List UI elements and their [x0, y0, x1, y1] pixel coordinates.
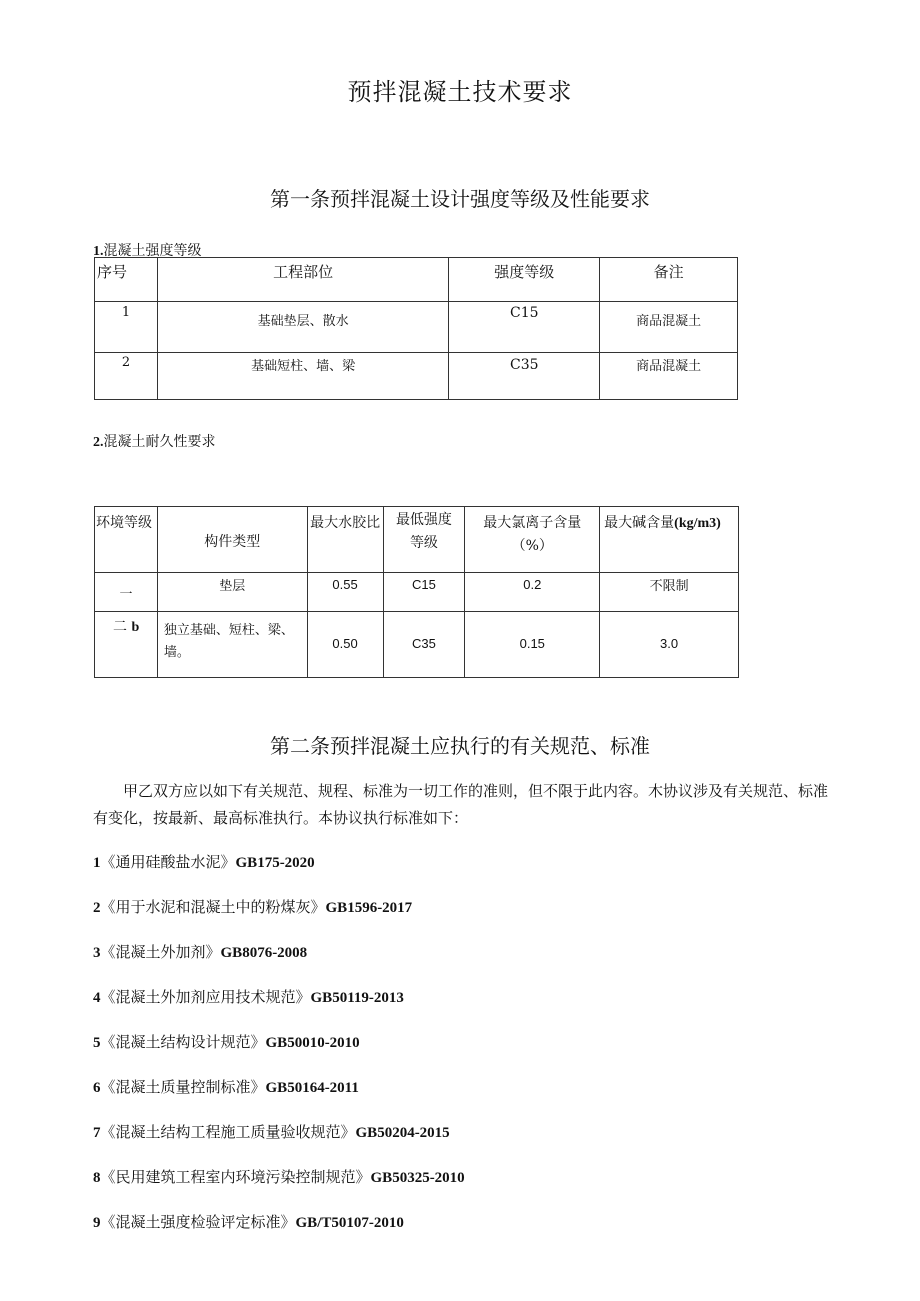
section1-number: 1. — [93, 244, 104, 259]
standard-name: 《混凝土外加剂》 — [100, 943, 221, 961]
cell-grade: C15 — [449, 302, 600, 353]
standard-item — [93, 986, 404, 1007]
cell-wb-ratio: 0.55 — [307, 573, 383, 612]
standard-name: 《混凝土强度检验评定标准》 — [100, 1213, 296, 1231]
header-max-chloride: 最大氯离子含量（%） — [465, 507, 600, 573]
header-min-grade: 最低强度等级 — [383, 507, 465, 573]
standard-number: 9 — [93, 1215, 101, 1231]
standard-item — [93, 1121, 450, 1142]
section2-heading — [93, 431, 216, 451]
standard-name: 《通用硅酸盐水泥》 — [100, 853, 236, 871]
cell-env-level-sub: b — [131, 620, 140, 635]
standard-number: 3 — [93, 945, 101, 961]
standard-code: GB50119-2013 — [310, 990, 404, 1006]
standard-code: GB50204-2015 — [355, 1125, 450, 1141]
standard-code: GB1596-2017 — [325, 900, 413, 916]
header-remark: 备注 — [600, 258, 738, 302]
standard-code: GB175-2020 — [235, 855, 315, 871]
document-title: 预拌混凝土技术要求 — [347, 78, 573, 106]
section2-number: 2. — [93, 435, 104, 450]
cell-member-type: 独立基础、短柱、梁、墙。 — [157, 612, 307, 678]
cell-grade: C15 — [383, 573, 465, 612]
standard-code: GB50325-2010 — [370, 1170, 465, 1186]
cell-env-level — [95, 612, 158, 678]
article2-heading: 第二条预拌混凝土应执行的有关规范、标准 — [270, 734, 650, 758]
cell-chloride: 0.2 — [465, 573, 600, 612]
header-member-type: 构件类型 — [157, 507, 307, 573]
cell-env-level: 一 — [95, 573, 158, 612]
standard-item — [93, 1076, 359, 1097]
cell-alkali: 不限制 — [600, 573, 739, 612]
table-row — [95, 302, 738, 353]
header-seq: 序号 — [95, 258, 158, 302]
standard-code: GB50164-2011 — [265, 1080, 359, 1096]
header-max-alkali — [600, 507, 739, 573]
cell-location: 基础短柱、墙、梁 — [157, 353, 449, 400]
standard-number: 8 — [93, 1170, 101, 1186]
cell-env-level-main: 二 — [113, 619, 127, 635]
table-row — [95, 573, 739, 612]
cell-seq: 1 — [95, 302, 158, 353]
standard-name: 《混凝土质量控制标准》 — [100, 1078, 266, 1096]
cell-location: 基础垫层、散水 — [157, 302, 449, 353]
cell-grade: C35 — [383, 612, 465, 678]
header-max-alkali-label: 最大碱含量 — [604, 515, 675, 531]
cell-chloride: 0.15 — [465, 612, 600, 678]
intro-paragraph: 甲乙双方应以如下有关规范、规程、标准为一切工作的准则，但不限于此内容。木协议涉及有关规范、标准有变化，按最新、最高标准执行。本协议执行标准如下： — [93, 782, 829, 827]
standard-item — [93, 1031, 360, 1052]
standard-item — [93, 896, 412, 917]
standard-code: GB8076-2008 — [220, 945, 308, 961]
header-location: 工程部位 — [157, 258, 449, 302]
standard-number: 7 — [93, 1125, 101, 1141]
standard-name: 《民用建筑工程室内环境污染控制规范》 — [100, 1168, 371, 1186]
cell-remark: 商品混凝土 — [600, 353, 738, 400]
article1-heading: 第一条预拌混凝土设计强度等级及性能要求 — [270, 187, 650, 211]
standard-name: 《混凝土结构设计规范》 — [100, 1033, 266, 1051]
header-max-wb-ratio: 最大水胶比 — [307, 507, 383, 573]
standard-item — [93, 1166, 465, 1187]
durability-table — [94, 506, 739, 678]
table-header-row — [95, 507, 739, 573]
header-env-level: 环境等级 — [95, 507, 158, 573]
strength-grade-table — [94, 257, 738, 400]
standard-code: GB50010-2010 — [265, 1035, 360, 1051]
cell-remark: 商品混凝土 — [600, 302, 738, 353]
cell-grade: C35 — [449, 353, 600, 400]
section1-label: 混凝土强度等级 — [103, 243, 202, 259]
standard-number: 2 — [93, 900, 101, 916]
header-max-alkali-unit: (kg/m3) — [674, 516, 721, 531]
standard-name: 《用于水泥和混凝土中的粉煤灰》 — [100, 898, 326, 916]
cell-seq: 2 — [95, 353, 158, 400]
standard-number: 5 — [93, 1035, 101, 1051]
cell-member-type: 垫层 — [157, 573, 307, 612]
section2-label: 混凝土耐久性要求 — [103, 434, 216, 450]
standard-number: 4 — [93, 990, 101, 1006]
standard-name: 《混凝土外加剂应用技术规范》 — [100, 988, 311, 1006]
standard-code: GB/T50107-2010 — [295, 1215, 404, 1231]
standard-name: 《混凝土结构工程施工质量验收规范》 — [100, 1123, 356, 1141]
cell-wb-ratio: 0.50 — [307, 612, 383, 678]
standard-item — [93, 941, 307, 962]
header-grade: 强度等级 — [449, 258, 600, 302]
standard-number: 1 — [93, 855, 101, 871]
standard-item — [93, 1211, 404, 1232]
table-header-row — [95, 258, 738, 302]
standard-item — [93, 851, 315, 872]
cell-alkali: 3.0 — [600, 612, 739, 678]
table-row — [95, 612, 739, 678]
table-row — [95, 353, 738, 400]
standard-number: 6 — [93, 1080, 101, 1096]
